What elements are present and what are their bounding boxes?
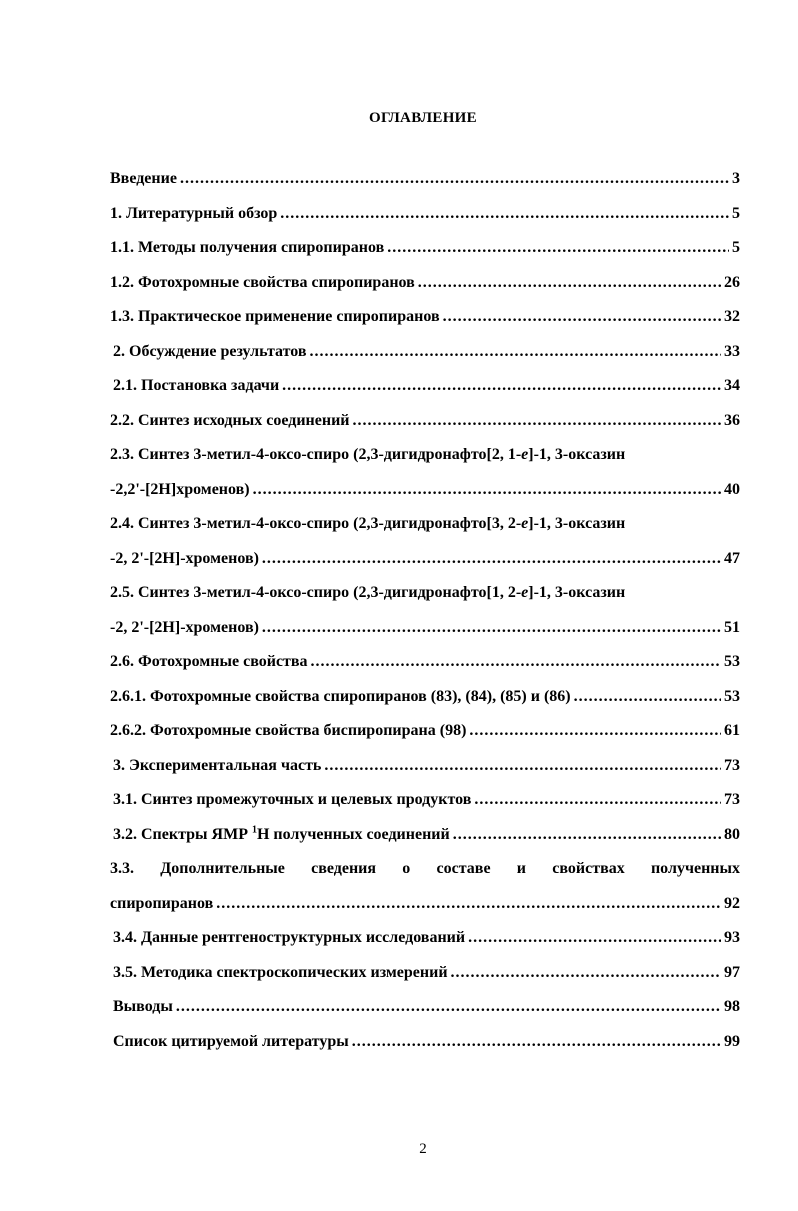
toc-page: 40 xyxy=(724,480,740,498)
leader-dots xyxy=(469,722,721,739)
toc-label: -2, 2'-[2H]-хроменов) xyxy=(110,618,259,636)
toc-entry-2-1[interactable] xyxy=(110,377,740,412)
toc-label: 2.6.2. Фотохромные свойства биспиропирана (98) xyxy=(110,722,467,739)
toc-page: 92 xyxy=(724,894,740,912)
leader-dots xyxy=(311,653,721,670)
toc-label: 3.1. Синтез промежуточных и целевых продуктов xyxy=(113,791,472,808)
leader-dots xyxy=(474,791,721,808)
toc-page: 53 xyxy=(724,687,740,705)
leader-dots xyxy=(262,550,721,567)
toc-page: 32 xyxy=(724,308,740,325)
toc-label: 2.6.1. Фотохромные свойства спиропиранов (83), (84), (85) и (86) xyxy=(110,687,571,705)
leader-dots xyxy=(443,308,721,325)
leader-dots xyxy=(468,929,721,946)
toc-entry-2-4[interactable] xyxy=(110,515,740,584)
toc-entry-3[interactable] xyxy=(110,757,740,792)
toc-page: 97 xyxy=(724,963,740,981)
toc-entry-1-2[interactable] xyxy=(110,274,740,309)
toc-page: 5 xyxy=(732,239,740,256)
toc-page: 93 xyxy=(724,929,740,946)
toc-entry-2[interactable] xyxy=(110,343,740,378)
toc-page: 33 xyxy=(724,342,740,360)
toc-label: 1. Литературный обзор xyxy=(110,204,278,222)
toc-entry-1-3[interactable] xyxy=(110,308,740,343)
toc-label: 3.2. Спектры ЯМР $^1$Н полученных соединений xyxy=(113,824,450,843)
leader-dots xyxy=(352,1033,721,1050)
leader-dots xyxy=(216,895,721,912)
leader-dots xyxy=(282,377,721,394)
leader-dots xyxy=(451,964,721,981)
toc-page: 34 xyxy=(724,377,740,394)
toc-entry-2-6[interactable] xyxy=(110,653,740,688)
toc-label: -2, 2'-[2H]-хроменов) xyxy=(110,549,259,567)
page-number: 2 xyxy=(419,1141,427,1157)
toc-entry-1[interactable] xyxy=(110,205,740,240)
toc-label: 1.3. Практическое применение спиропиранов xyxy=(110,308,440,325)
toc-label-line1: 2.4. Синтез 3-метил-4-оксо-спиро (2,3-дигидронафто[3, 2-е]-1, 3-оксазин xyxy=(110,515,626,532)
leader-dots xyxy=(176,998,721,1015)
page-title: ОГЛАВЛЕНИЕ xyxy=(369,110,477,126)
toc-page: 73 xyxy=(724,756,740,774)
toc-page: 73 xyxy=(724,791,740,808)
toc-page: 51 xyxy=(724,618,740,636)
toc-page: 26 xyxy=(724,273,740,291)
toc-page: 99 xyxy=(724,1032,740,1050)
table-of-contents xyxy=(110,170,740,1067)
leader-dots xyxy=(453,826,721,843)
toc-entry-1-1[interactable] xyxy=(110,239,740,274)
toc-page: 80 xyxy=(724,825,740,843)
toc-entry-3-4[interactable] xyxy=(110,929,740,964)
leader-dots xyxy=(324,757,721,774)
toc-page: 3 xyxy=(732,170,740,187)
leader-dots xyxy=(253,481,721,498)
toc-label: Список цитируемой литературы xyxy=(113,1032,349,1050)
leader-dots xyxy=(310,343,721,360)
toc-label: -2,2'-[2H]хроменов) xyxy=(110,480,250,498)
toc-label-line1: 2.5. Синтез 3-метил-4-оксо-спиро (2,3-дигидронафто[1, 2-е]-1, 3-оксазин xyxy=(110,584,626,601)
toc-label: Введение xyxy=(110,170,177,187)
leader-dots xyxy=(262,619,721,636)
toc-label: 1.1. Методы получения спиропиранов xyxy=(110,239,385,256)
toc-page: 98 xyxy=(724,998,740,1015)
toc-page: 36 xyxy=(724,411,740,429)
leader-dots xyxy=(387,239,729,256)
toc-label: 2.6. Фотохромные свойства xyxy=(110,653,308,670)
toc-entry-3-3[interactable] xyxy=(110,860,740,929)
toc-label: 3.4. Данные рентгеноструктурных исследований xyxy=(113,929,466,946)
toc-entry-3-5[interactable] xyxy=(110,964,740,999)
toc-entry-2-6-2[interactable] xyxy=(110,722,740,757)
toc-entry-3-2[interactable] xyxy=(110,826,740,861)
toc-label: 3.5. Методика спектроскопических измерений xyxy=(113,963,448,981)
toc-label: 1.2. Фотохромные свойства спиропиранов xyxy=(110,273,415,291)
toc-page: 5 xyxy=(732,204,740,222)
toc-label: 2.1. Постановка задачи xyxy=(113,377,280,394)
toc-entry-2-5[interactable] xyxy=(110,584,740,653)
toc-entry-intro[interactable] xyxy=(110,170,740,205)
toc-label: 2. Обсуждение результатов xyxy=(113,342,307,360)
toc-entry-2-6-1[interactable] xyxy=(110,688,740,723)
leader-dots xyxy=(574,688,721,705)
toc-label: 2.2. Синтез исходных соединений xyxy=(110,411,350,429)
toc-page: 53 xyxy=(724,653,740,670)
toc-entry-2-2[interactable] xyxy=(110,412,740,447)
toc-page: 47 xyxy=(724,549,740,567)
leader-dots xyxy=(353,412,721,429)
toc-entry-conclusions[interactable] xyxy=(110,998,740,1033)
leader-dots xyxy=(180,170,729,187)
toc-page: 61 xyxy=(724,722,740,739)
leader-dots xyxy=(280,205,729,222)
toc-entry-3-1[interactable] xyxy=(110,791,740,826)
toc-label: Выводы xyxy=(113,998,173,1015)
toc-entry-references[interactable] xyxy=(110,1033,740,1068)
toc-label-line1: 2.3. Синтез 3-метил-4-оксо-спиро (2,3-дигидронафто[2, 1-е]-1, 3-оксазин xyxy=(110,446,626,463)
toc-label: 3. Экспериментальная часть xyxy=(113,756,322,774)
toc-label: спиропиранов xyxy=(110,894,214,912)
toc-label-line1: 3.3. Дополнительные сведения о составе и свойствах полученных xyxy=(110,860,740,877)
leader-dots xyxy=(418,274,721,291)
toc-entry-2-3[interactable] xyxy=(110,446,740,515)
